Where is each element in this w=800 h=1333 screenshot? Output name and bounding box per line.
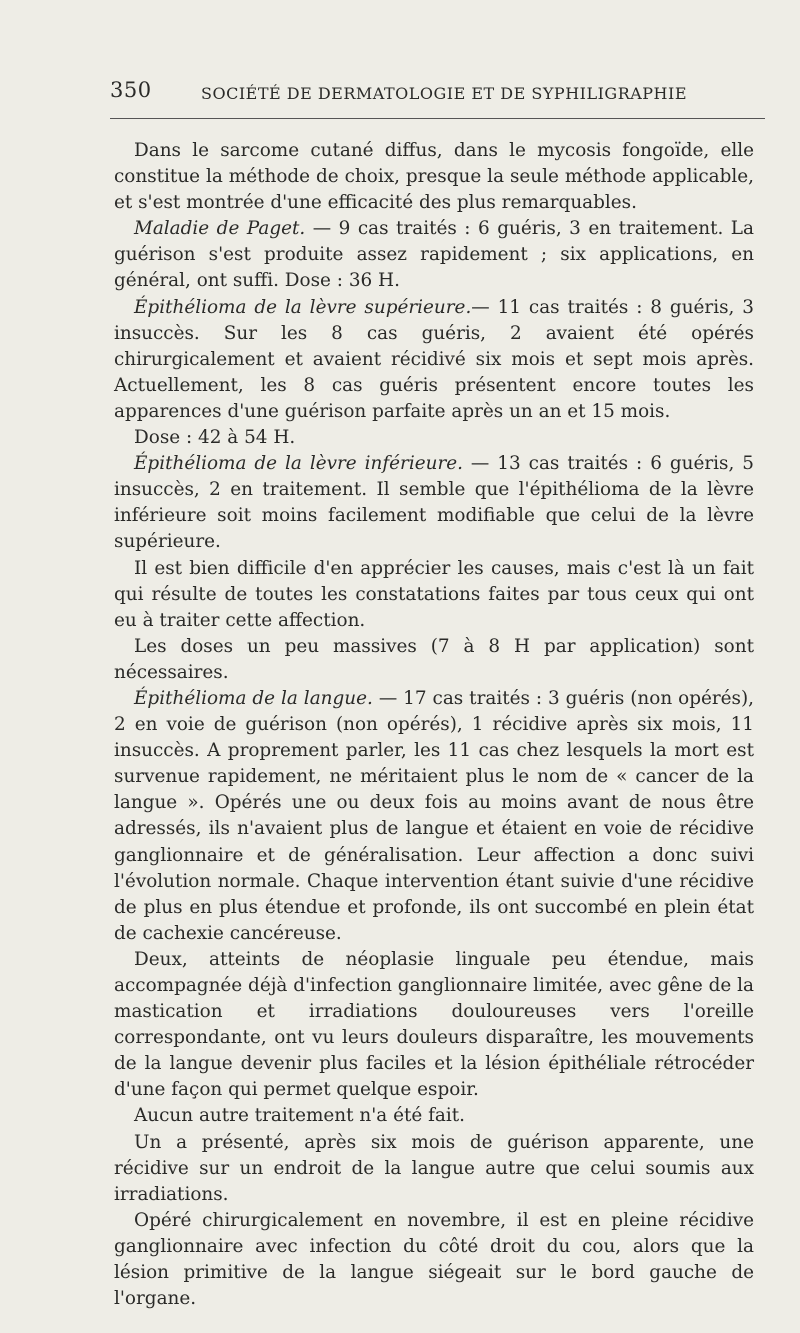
- paragraph: Maladie de Paget. — 9 cas traités : 6 guéris, 3 en traitement. La guérison s'est produite assez rapidement ; six applications, en général, ont suffi. Dose : 36 H.: [114, 218, 754, 292]
- page-header: [110, 78, 760, 110]
- paragraph: Épithélioma de la lèvre supérieure.— 11 cas traités : 8 guéris, 3 insuccès. Sur les 8 cas guéris, 2 avaient été opérés chirurgicalement et avaient récidivé six mois et sept mois après. Actuellement, les 8 cas guéris présentent encore toutes les apparences d'une guérison parfaite après un an et 15 mois.: [114, 296, 754, 422]
- paragraph: Opéré chirurgicalement en novembre, il est en pleine récidive ganglionnaire avec infection du côté droit du cou, alors que la lésion primitive de la langue siégeait sur le bord gauche de l'organe.: [114, 1209, 754, 1310]
- paragraph-lead: Épithélioma de la lèvre supérieure.: [134, 296, 472, 318]
- paragraph: Aucun autre traitement n'a été fait.: [134, 1105, 465, 1127]
- paragraph-lead: Maladie de Paget.: [134, 218, 306, 240]
- paragraph: Il est bien difficile d'en apprécier les causes, mais c'est là un fait qui résulte de toutes les constatations faites par tous ceux qui ont eu à traiter cette affection.: [114, 557, 754, 631]
- page-number: 350: [110, 78, 152, 102]
- paragraph: Un a présenté, après six mois de guérison apparente, une récidive sur un endroit de la langue autre que celui soumis aux irradiations.: [114, 1131, 754, 1205]
- paragraph: Dans le sarcome cutané diffus, dans le mycosis fongoïde, elle constitue la méthode de choix, presque la seule méthode applicable, et s'est montrée d'une efficacité des plus remarquables.: [114, 140, 754, 214]
- paragraph: Épithélioma de la langue. — 17 cas traités : 3 guéris (non opérés), 2 en voie de guérison (non opérés), 1 récidive après six mois, 11 insuccès. A proprement parler, les 11 cas chez lesquels la mort est survenue rapidement, ne méritaient plus le nom de « cancer de la langue ». Opérés une ou deux fois au moins avant de nous être adressés, ils n'avaient plus de langue et étaient en voie de récidive ganglionnaire et de généralisation. Leur affection a donc suivi l'évolution normale. Chaque intervention étant suivie d'une récidive de plus en plus étendue et profonde, ils ont succombé en plein état de cachexie cancéreuse.: [114, 687, 755, 944]
- paragraph: Dose : 42 à 54 H.: [134, 427, 296, 449]
- paragraph-lead: Épithélioma de la lèvre inférieure.: [134, 453, 463, 475]
- header-rule: [110, 118, 765, 119]
- paragraph: Deux, atteints de néoplasie linguale peu étendue, mais accompagnée déjà d'infection ganglionnaire limitée, avec gêne de la mastication et irradiations douloureuses vers l'oreille correspondante, ont vu leurs douleurs disparaître, les mouvements de la langue devenir plus faciles et la lésion épithéliale rétrocéder d'une façon qui permet quelque espoir.: [114, 948, 754, 1101]
- running-title: SOCIÉTÉ DE DERMATOLOGIE ET DE SYPHILIGRAPHIE: [201, 84, 688, 103]
- paragraph: Épithélioma de la lèvre inférieure. — 13 cas traités : 6 guéris, 5 insuccès, 2 en traitement. Il semble que l'épithélioma de la lèvre inférieure soit moins facilement modifiable que celui de la lèvre supérieure.: [114, 453, 754, 553]
- paragraph-lead: Épithélioma de la langue.: [134, 687, 373, 709]
- body-text: [114, 138, 754, 1312]
- paragraph: Les doses un peu massives (7 à 8 H par application) sont nécessaires.: [114, 635, 754, 683]
